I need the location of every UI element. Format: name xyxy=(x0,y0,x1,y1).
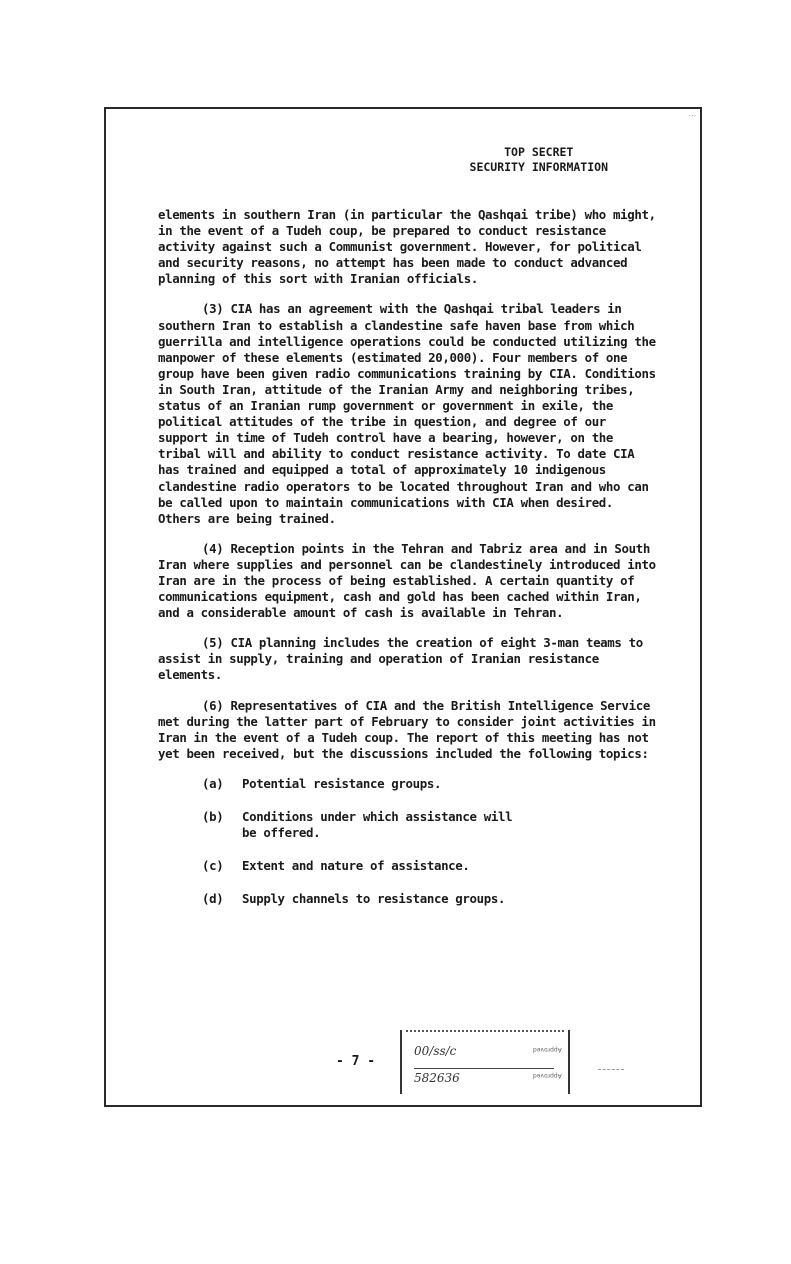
topic-marker: (c) xyxy=(202,858,224,874)
corner-mark: ... xyxy=(688,111,696,118)
paragraph-6 xyxy=(158,698,658,762)
topic-text: Supply channels to resistance groups. xyxy=(242,891,506,907)
topic-item xyxy=(158,858,658,874)
paragraph-text: CIA planning includes the creation of eight 3-man teams to assist in supply, training and operation of Iranian resistance elements. xyxy=(158,635,643,683)
stamp-small-text: Approved xyxy=(533,1072,562,1079)
stamp-line-1: 00/ss/c xyxy=(414,1044,457,1058)
topic-item xyxy=(158,891,658,907)
paragraph-text: Representatives of CIA and the British Intelligence Service met during the latter part of February to consider joint activities in Iran in the event of a Tudeh coup. The report of this meeting has not yet been received, but the discussions included the following topics: xyxy=(158,697,656,761)
paragraph-text: Reception points in the Tehran and Tabriz area and in South Iran where supplies and personnel can be clandestinely introduced into Iran are in the process of being established. A certain quantity of communications equipment, cash and gold has been cached within Iran, and a considerable amount of cash is available in Tehran. xyxy=(158,540,656,621)
classification-line-1: TOP SECRET xyxy=(504,145,574,159)
paragraph-number: (3) xyxy=(202,301,224,317)
paragraph-number: (5) xyxy=(202,635,224,651)
topics-list xyxy=(158,776,658,907)
paragraph-text: elements in southern Iran (in particular the Qashqai tribe) who might, in the event of a Tudeh coup, be prepared to conduct resistance activity against such a Communist government. However, for political and security reasons, no attempt has been made to conduct advanced planning of this sort with Iranian officials. xyxy=(158,207,656,287)
archive-stamp xyxy=(400,1030,570,1094)
document-body xyxy=(158,207,658,924)
paragraph-4 xyxy=(158,541,658,621)
paragraph-3 xyxy=(158,301,658,526)
topic-text: Extent and nature of assistance. xyxy=(242,858,470,874)
topic-marker: (a) xyxy=(202,775,224,791)
topic-text: Potential resistance groups. xyxy=(242,775,442,791)
topic-marker: (d) xyxy=(202,891,224,907)
stamp-small-text: Approved xyxy=(533,1046,562,1053)
page-number: - 7 - xyxy=(336,1054,376,1069)
paragraph-number: (6) xyxy=(202,697,224,713)
document-page xyxy=(104,107,702,1107)
topic-item xyxy=(158,776,658,792)
paragraph-continued xyxy=(158,207,658,287)
topic-marker: (b) xyxy=(202,809,224,824)
paragraph-text: CIA has an agreement with the Qashqai tribal leaders in southern Iran to establish a clandestine safe haven base from which guerrilla and intelligence operations could be conducted utilizing the manpower of these elements (estimated 20,000). Four members of one group have been given radio communications training by CIA. Conditions in South Iran, attitude of the Iranian Army and neighboring tribes, status of an Iranian rump government or government in exile, the political attitudes of the tribe in question, and degree of our support in time of Tudeh control have a bearing, however, on the tribal will and ability to conduct resistance activity. To date CIA has trained and equipped a total of approximately 10 indigenous clandestine radio operators to be located throughout Iran and who can be called upon to maintain communications with CIA when desired. Others are being trained. xyxy=(158,301,656,526)
margin-mark xyxy=(598,1069,624,1070)
topic-text: Conditions under which assistance will be offered. xyxy=(242,809,513,841)
topic-item xyxy=(158,809,658,841)
classification-line-2: SECURITY INFORMATION xyxy=(469,160,608,174)
paragraph-5 xyxy=(158,635,658,683)
paragraph-number: (4) xyxy=(202,540,224,556)
stamp-line-2: 582636 xyxy=(414,1068,554,1085)
classification-header xyxy=(470,145,608,175)
